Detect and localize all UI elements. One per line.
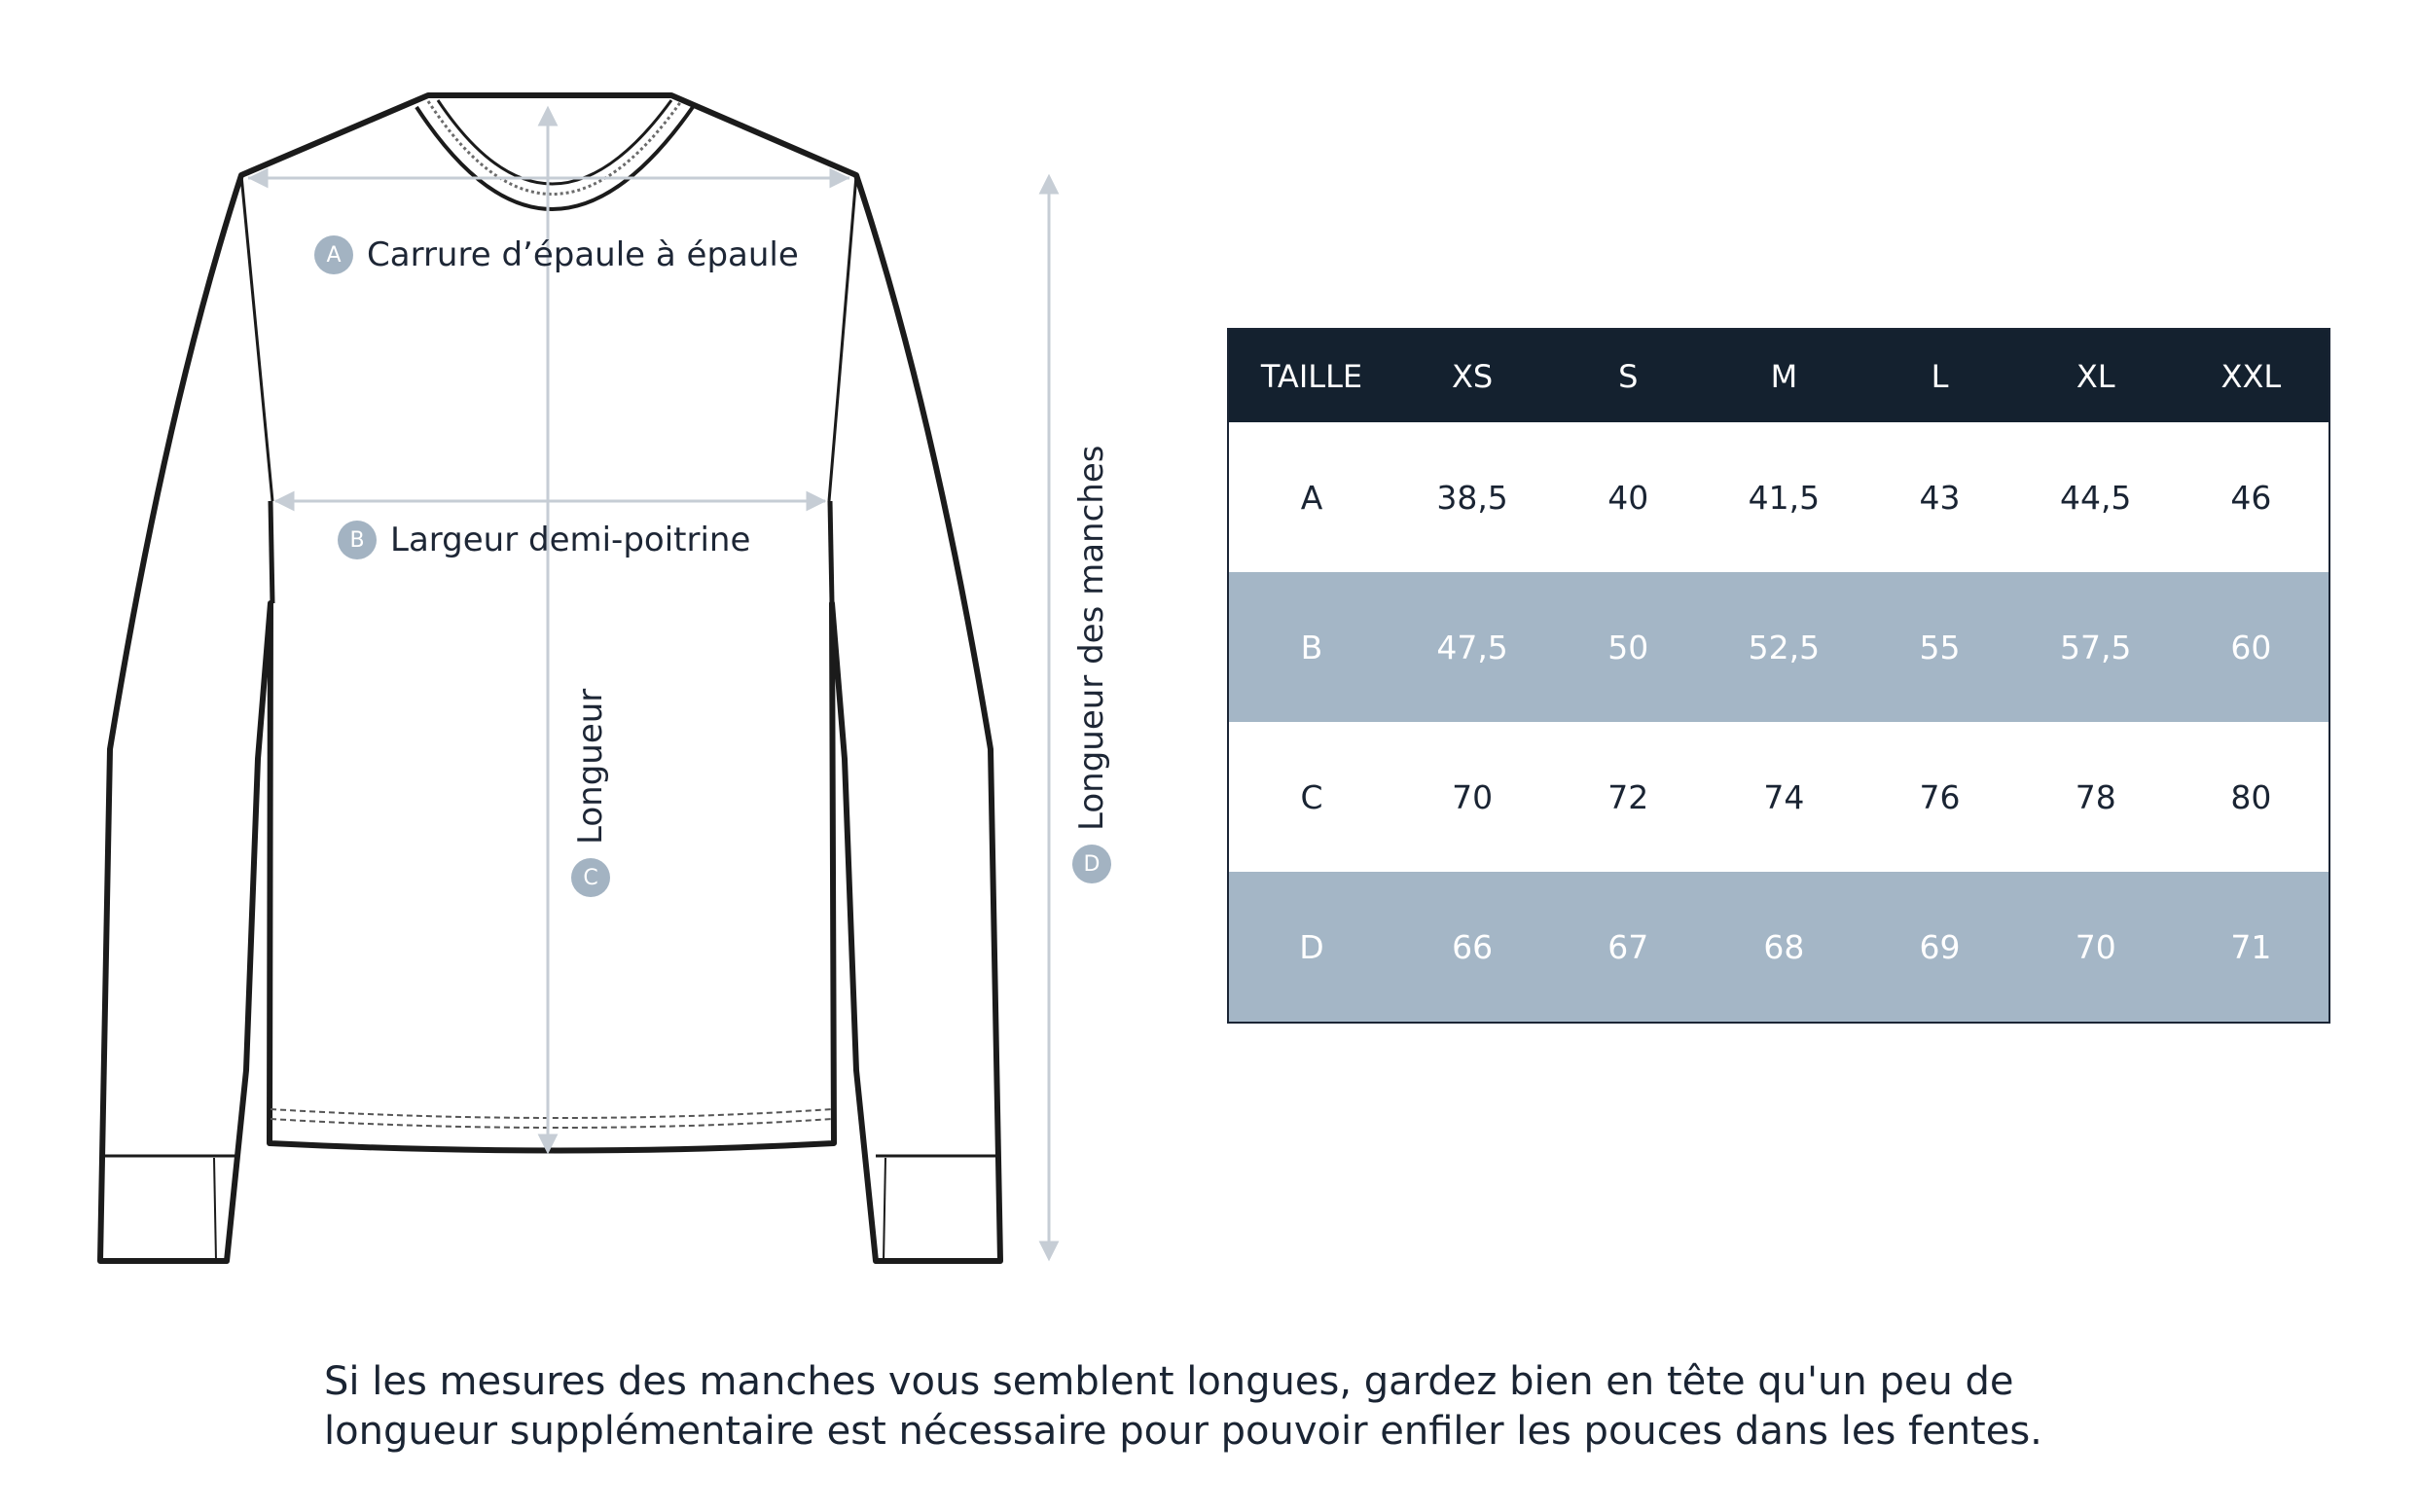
table-cell: 50 bbox=[1550, 572, 1706, 722]
note-line-2: longueur supplémentaire est nécessaire pour pouvoir enfiler les pouces dans les fentes. bbox=[324, 1409, 2042, 1454]
table-cell: C bbox=[1228, 722, 1394, 872]
table-row bbox=[1228, 722, 2329, 872]
table-cell: 76 bbox=[1861, 722, 2017, 872]
table-cell: 46 bbox=[2174, 422, 2329, 572]
table-cell: 69 bbox=[1861, 872, 2017, 1023]
table-cell: 57,5 bbox=[2018, 572, 2174, 722]
table-row bbox=[1228, 422, 2329, 572]
table-cell: 40 bbox=[1550, 422, 1706, 572]
measure-label-d-text: Longueur des manches bbox=[1072, 445, 1111, 831]
table-cell: 44,5 bbox=[2018, 422, 2174, 572]
table-cell: 80 bbox=[2174, 722, 2329, 872]
table-row bbox=[1228, 572, 2329, 722]
table-cell: 68 bbox=[1706, 872, 1861, 1023]
table-header-cell: XXL bbox=[2174, 329, 2329, 422]
table-cell: 47,5 bbox=[1394, 572, 1550, 722]
table-header-cell: M bbox=[1706, 329, 1861, 422]
measure-label-b bbox=[338, 521, 750, 559]
badge-b: B bbox=[338, 521, 377, 559]
table-header-row bbox=[1228, 329, 2329, 422]
badge-a: A bbox=[314, 235, 353, 274]
measure-label-b-text: Largeur demi-poitrine bbox=[390, 521, 751, 559]
table-cell: 70 bbox=[2018, 872, 2174, 1023]
table-header-cell: S bbox=[1550, 329, 1706, 422]
table-cell: 38,5 bbox=[1394, 422, 1550, 572]
table-cell: 52,5 bbox=[1706, 572, 1861, 722]
badge-c: C bbox=[571, 858, 610, 897]
table-cell: 71 bbox=[2174, 872, 2329, 1023]
sweater-outline-diagram bbox=[0, 0, 1168, 1304]
table-cell: 43 bbox=[1861, 422, 2017, 572]
table-cell: 72 bbox=[1550, 722, 1706, 872]
sleeve-length-note bbox=[324, 1357, 2173, 1457]
measure-label-c-text: Longueur bbox=[571, 688, 610, 845]
table-header-cell: XS bbox=[1394, 329, 1550, 422]
table-cell: 55 bbox=[1861, 572, 2017, 722]
table-cell: 60 bbox=[2174, 572, 2329, 722]
badge-d: D bbox=[1072, 845, 1111, 883]
size-table bbox=[1227, 328, 2330, 1024]
table-cell: 78 bbox=[2018, 722, 2174, 872]
table-cell: 67 bbox=[1550, 872, 1706, 1023]
table-cell: B bbox=[1228, 572, 1394, 722]
measure-label-a bbox=[314, 235, 799, 274]
table-cell: 74 bbox=[1706, 722, 1861, 872]
table-cell: 70 bbox=[1394, 722, 1550, 872]
table-cell: A bbox=[1228, 422, 1394, 572]
table-cell: 41,5 bbox=[1706, 422, 1861, 572]
measure-label-d bbox=[1072, 446, 1111, 883]
measure-label-a-text: Carrure d’épaule à épaule bbox=[367, 235, 799, 274]
note-line-1: Si les mesures des manches vous semblent longues, gardez bien en tête qu'un peu de bbox=[324, 1359, 2014, 1404]
table-cell: D bbox=[1228, 872, 1394, 1023]
measure-label-c bbox=[571, 689, 610, 897]
table-header-cell: XL bbox=[2018, 329, 2174, 422]
table-row bbox=[1228, 872, 2329, 1023]
table-header-cell: L bbox=[1861, 329, 2017, 422]
table-cell: 66 bbox=[1394, 872, 1550, 1023]
table-header-cell: TAILLE bbox=[1228, 329, 1394, 422]
